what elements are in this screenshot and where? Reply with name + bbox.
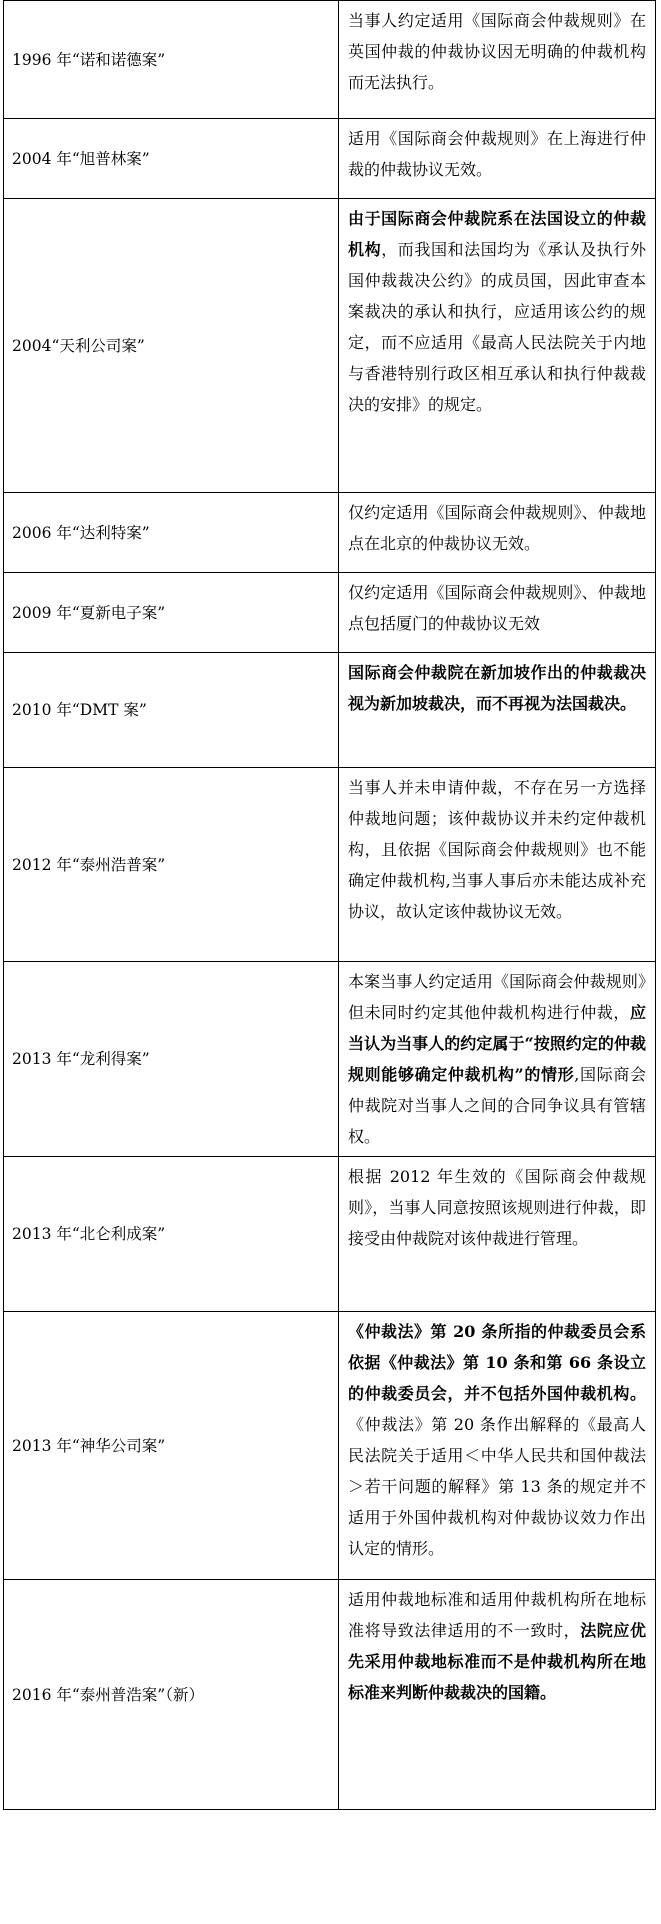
case-description-cell: [339, 493, 656, 573]
case-table-body: [4, 1, 656, 1810]
case-name-cell: 2013 年“北仑利成案”: [4, 1157, 339, 1312]
bold-text-segment: 《仲裁法》第 20 条所指的仲裁委员会系依据《仲裁法》第 10 条和第 66 条设立的仲裁委员会，并不包括外国仲裁机构。: [348, 1322, 646, 1403]
case-row: [4, 119, 656, 199]
case-row: [4, 573, 656, 653]
case-table: [3, 0, 656, 1810]
text-segment: 适用《国际商会仲裁规则》在上海进行仲裁的仲裁协议无效。: [348, 129, 646, 179]
text-segment: ，而我国和法国均为《承认及执行外国仲裁裁决公约》的成员国，因此审查本案裁决的承认和执行，应适用该公约的规定，而不应适用《最高人民法院关于内地与香港特别行政区相互承认和执行仲裁裁决的安排》的规定。: [348, 240, 646, 414]
case-description-cell: [339, 199, 656, 493]
text-segment: 适用仲裁地标准和适用仲裁机构所在地标准将导致法律适用的不一致时，: [348, 1590, 646, 1640]
case-name-cell: 2013 年“龙利得案”: [4, 962, 339, 1157]
case-description-cell: [339, 1312, 656, 1580]
case-row: [4, 962, 656, 1157]
case-row: [4, 493, 656, 573]
case-description-cell: [339, 119, 656, 199]
case-description-cell: [339, 1580, 656, 1810]
case-name-cell: 2012 年“泰州浩普案”: [4, 768, 339, 962]
text-segment: 根据 2012 年生效的《国际商会仲裁规则》，当事人同意按照该规则进行仲裁，即接受由仲裁院对该仲裁进行管理。: [348, 1167, 646, 1248]
case-name-cell: 2006 年“达利特案”: [4, 493, 339, 573]
case-row: [4, 653, 656, 768]
text-segment: ,国际商会仲裁院对当事人之间的合同争议具有管辖权。: [348, 1065, 646, 1146]
text-segment: 《仲裁法》第 20 条作出解释的《最高人民法院关于适用＜中华人民共和国仲裁法＞若干问题的解释》第 13 条的规定并不适用于外国仲裁机构对仲裁协议效力作出认定的情形。: [348, 1415, 646, 1558]
case-row: [4, 199, 656, 493]
case-row: [4, 1157, 656, 1312]
case-description-cell: [339, 573, 656, 653]
text-segment: 仅约定适用《国际商会仲裁规则》、仲裁地点在北京的仲裁协议无效。: [348, 503, 646, 553]
case-name-cell: 2004“天利公司案”: [4, 199, 339, 493]
text-segment: 当事人约定适用《国际商会仲裁规则》在英国仲裁的仲裁协议因无明确的仲裁机构而无法执行。: [348, 11, 646, 92]
text-segment: 当事人并未申请仲裁，不存在另一方选择仲裁地问题；该仲裁协议并未约定仲裁机构，且依据《国际商会仲裁规则》也不能确定仲裁机构,当事人事后亦未能达成补充协议，故认定该仲裁协议无效。: [348, 778, 646, 921]
case-name-cell: 1996 年“诺和诺德案”: [4, 1, 339, 119]
text-segment: 本案当事人约定适用《国际商会仲裁规则》但未同时约定其他仲裁机构进行仲裁，: [348, 972, 646, 1022]
case-name-cell: 2016 年“泰州普浩案”（新）: [4, 1580, 339, 1810]
case-name-cell: 2009 年“夏新电子案”: [4, 573, 339, 653]
case-description-cell: [339, 768, 656, 962]
case-name-cell: 2013 年“神华公司案”: [4, 1312, 339, 1580]
case-row: [4, 1312, 656, 1580]
bold-text-segment: 国际商会仲裁院在新加坡作出的仲裁裁决视为新加坡裁决，而不再视为法国裁决。: [348, 663, 646, 713]
bold-text-segment: 法院应优先采用仲裁地标准而不是仲裁机构所在地标准来判断仲裁裁决的国籍。: [348, 1621, 646, 1702]
case-description-cell: [339, 1, 656, 119]
case-description-cell: [339, 1157, 656, 1312]
text-segment: 仅约定适用《国际商会仲裁规则》、仲裁地点包括厦门的仲裁协议无效: [348, 583, 646, 633]
case-name-cell: 2010 年“DMT 案”: [4, 653, 339, 768]
case-description-cell: [339, 962, 656, 1157]
case-row: [4, 1, 656, 119]
case-name-cell: 2004 年“旭普林案”: [4, 119, 339, 199]
bold-text-segment: 应当认为当事人的约定属于“按照约定的仲裁规则能够确定仲裁机构”的情形: [348, 1003, 646, 1084]
case-row: [4, 1580, 656, 1810]
case-row: [4, 768, 656, 962]
bold-text-segment: 由于国际商会仲裁院系在法国设立的仲裁机构: [348, 209, 646, 259]
case-description-cell: [339, 653, 656, 768]
